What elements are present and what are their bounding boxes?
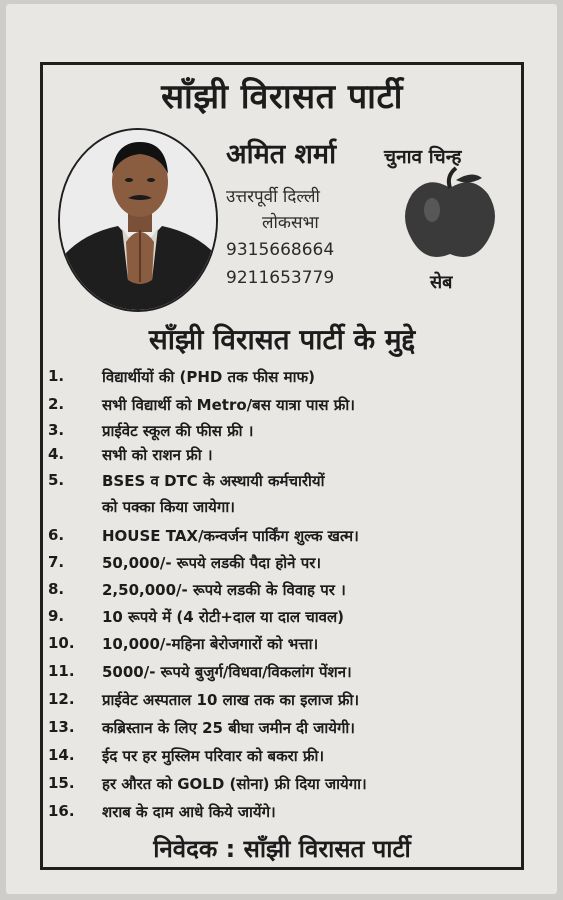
issue-text: प्राईवेट स्कूल की फीस फ्री । [102, 422, 254, 440]
election-symbol-name: सेब [430, 272, 453, 293]
issue-text: को पक्का किया जायेगा। [102, 498, 235, 516]
issue-number: 16. [48, 802, 75, 820]
candidate-constituency: उत्तरपूर्वी दिल्ली [226, 187, 320, 207]
issue-number: 10. [48, 634, 75, 652]
issue-text: ईद पर हर मुस्लिम परिवार को बकरा फ्री। [102, 747, 325, 765]
candidate-photo [58, 128, 218, 312]
issue-text: 10,000/-महिना बेरोजगारों को भत्ता। [102, 635, 319, 653]
issue-number: 3. [48, 421, 65, 439]
issue-text: हर औरत को GOLD (सोना) फ्री दिया जायेगा। [102, 775, 367, 793]
election-symbol-label: चुनाव चिन्ह [384, 146, 462, 168]
candidate-house: लोकसभा [262, 213, 319, 233]
issue-text: HOUSE TAX/कन्वर्जन पार्किंग शुल्क खत्म। [102, 527, 359, 545]
issue-text: प्राईवेट अस्पताल 10 लाख तक का इलाज फ्री। [102, 691, 360, 709]
issue-text: सभी विद्यार्थी को Metro/बस यात्रा पास फ्री। [102, 396, 355, 414]
issue-number: 15. [48, 774, 75, 792]
issue-text: सभी को राशन फ्री । [102, 446, 213, 464]
issue-number: 5. [48, 471, 65, 489]
issue-text: कब्रिस्तान के लिए 25 बीघा जमीन दी जायेगी। [102, 719, 355, 737]
issue-number: 9. [48, 607, 65, 625]
issue-text: BSES व DTC के अस्थायी कर्मचारीयों [102, 472, 325, 490]
apple-icon [398, 166, 502, 266]
issue-number: 14. [48, 746, 75, 764]
issue-number: 1. [48, 367, 65, 385]
issue-number: 11. [48, 662, 75, 680]
issue-number: 7. [48, 553, 65, 571]
issue-text: 50,000/- रूपये लडकी पैदा होने पर। [102, 554, 322, 572]
candidate-portrait-icon [60, 130, 218, 312]
candidate-phone-1: 9315668664 [226, 240, 335, 260]
party-title: साँझी विरासत पार्टी [161, 77, 403, 117]
footer-signature: निवेदक : साँझी विरासत पार्टी [153, 835, 411, 863]
issue-text: शराब के दाम आधे किये जायेंगे। [102, 803, 276, 821]
issue-number: 4. [48, 445, 65, 463]
issue-number: 2. [48, 395, 65, 413]
issue-number: 6. [48, 526, 65, 544]
issue-text: 10 रूपये में (4 रोटी+दाल या दाल चावल) [102, 608, 345, 626]
issue-number: 12. [48, 690, 75, 708]
issue-text: 5000/- रूपये बुजुर्ग/विधवा/विकलांग पेंशन। [102, 663, 352, 681]
issues-heading: साँझी विरासत पार्टी के मुद्दे [148, 323, 416, 356]
issue-text: विद्यार्थीयों की (PHD तक फीस माफ) [102, 368, 315, 386]
candidate-name: अमित शर्मा [226, 139, 337, 170]
issue-text: 2,50,000/- रूपये लडकी के विवाह पर । [102, 581, 346, 599]
candidate-phone-2: 9211653779 [226, 268, 335, 288]
issue-number: 8. [48, 580, 65, 598]
issue-number: 13. [48, 718, 75, 736]
